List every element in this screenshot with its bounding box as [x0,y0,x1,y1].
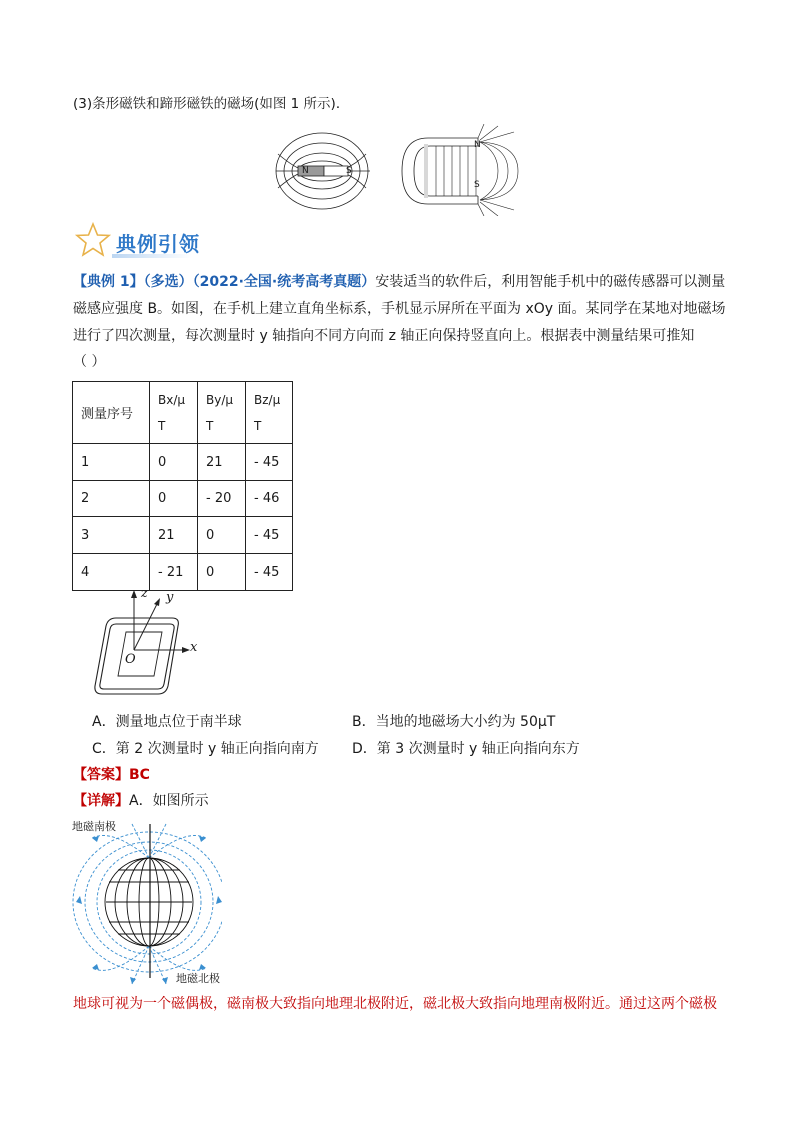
table-cell: - 45 [246,517,293,554]
table-cell: 21 [198,444,246,481]
table-cell: 2 [73,481,150,517]
example-multi: （多选） [143,274,193,290]
answer-label: 【答案】 [73,767,129,783]
table-row [73,444,293,481]
magnetic-north-pole-label: 地磁北极 [176,972,220,985]
magnet-s-label: S [346,166,352,176]
option-b: B．当地的地磁场大小约为 50μT [352,714,556,730]
option-d: D．第 3 次测量时 y 轴正向指向东方 [352,741,580,757]
table-cell: - 46 [246,481,293,517]
header-cell: Bx/μ T [150,382,198,444]
table-cell: - 20 [198,481,246,517]
table-cell: 3 [73,517,150,554]
table-cell: 0 [150,444,198,481]
header-cell: By/μ T [198,382,246,444]
example-text-3: 进行了四次测量，每次测量时 y 轴指向不同方向而 z 轴正向保持竖直向上。根据表中测量结果可推知 [73,328,695,344]
earth-magnetic-field-diagram [72,818,222,990]
origin-label: O [125,652,136,667]
table-cell: 4 [73,554,150,591]
measurement-table [72,381,293,591]
example-line-1 [73,272,725,292]
horseshoe-n-label: N [474,140,481,150]
table-cell: 0 [198,517,246,554]
header-cell: Bz/μ T [246,382,293,444]
magnet-n-label: N [302,166,309,176]
table-row [73,517,293,554]
example-paren: （ ） [73,354,106,370]
z-axis-label: z [141,586,148,601]
answer-value: BC [129,767,150,783]
magnetic-south-pole-label: 地磁南极 [72,820,116,833]
table-cell: - 21 [150,554,198,591]
option-c: C．第 2 次测量时 y 轴正向指向南方 [92,741,319,757]
detail-label: 【详解】 [73,793,129,809]
table-cell: 21 [150,517,198,554]
example-tag: 【典例 1】 [73,274,144,290]
example-text-1: 安装适当的软件后，利用智能手机中的磁传感器可以测量 [375,274,726,290]
answer-line [73,765,150,785]
table-header-row [73,382,293,444]
y-axis-label: y [166,590,174,605]
detail-text: A．如图所示 [129,793,209,809]
table-row [73,481,293,517]
intro-text: (3)条形磁铁和蹄形磁铁的磁场(如图 1 所示)． [73,96,350,112]
example-source: （2022·全国·统考高考真题） [192,274,376,290]
header-cell: 测量序号 [73,382,150,444]
detail-line [73,791,209,811]
option-a: A．测量地点位于南半球 [92,714,242,730]
section-title: 典例引领 [116,232,200,256]
x-axis-label: x [190,640,198,655]
explanation-text: 地球可视为一个磁偶极，磁南极大致指向地理北极附近，磁北极大致指向地理南极附近。通过这两个磁极 [73,996,717,1012]
table-cell: 0 [198,554,246,591]
table-cell: 1 [73,444,150,481]
star-icon [74,222,112,258]
table-row [73,554,293,591]
horseshoe-s-label: S [474,180,480,190]
example-text-2: 磁感应强度 B。如图，在手机上建立直角坐标系，手机显示屏所在平面为 xOy 面。某同学在某地对地磁场 [73,301,726,317]
table-cell: - 45 [246,554,293,591]
table-cell: - 45 [246,444,293,481]
table-cell: 0 [150,481,198,517]
